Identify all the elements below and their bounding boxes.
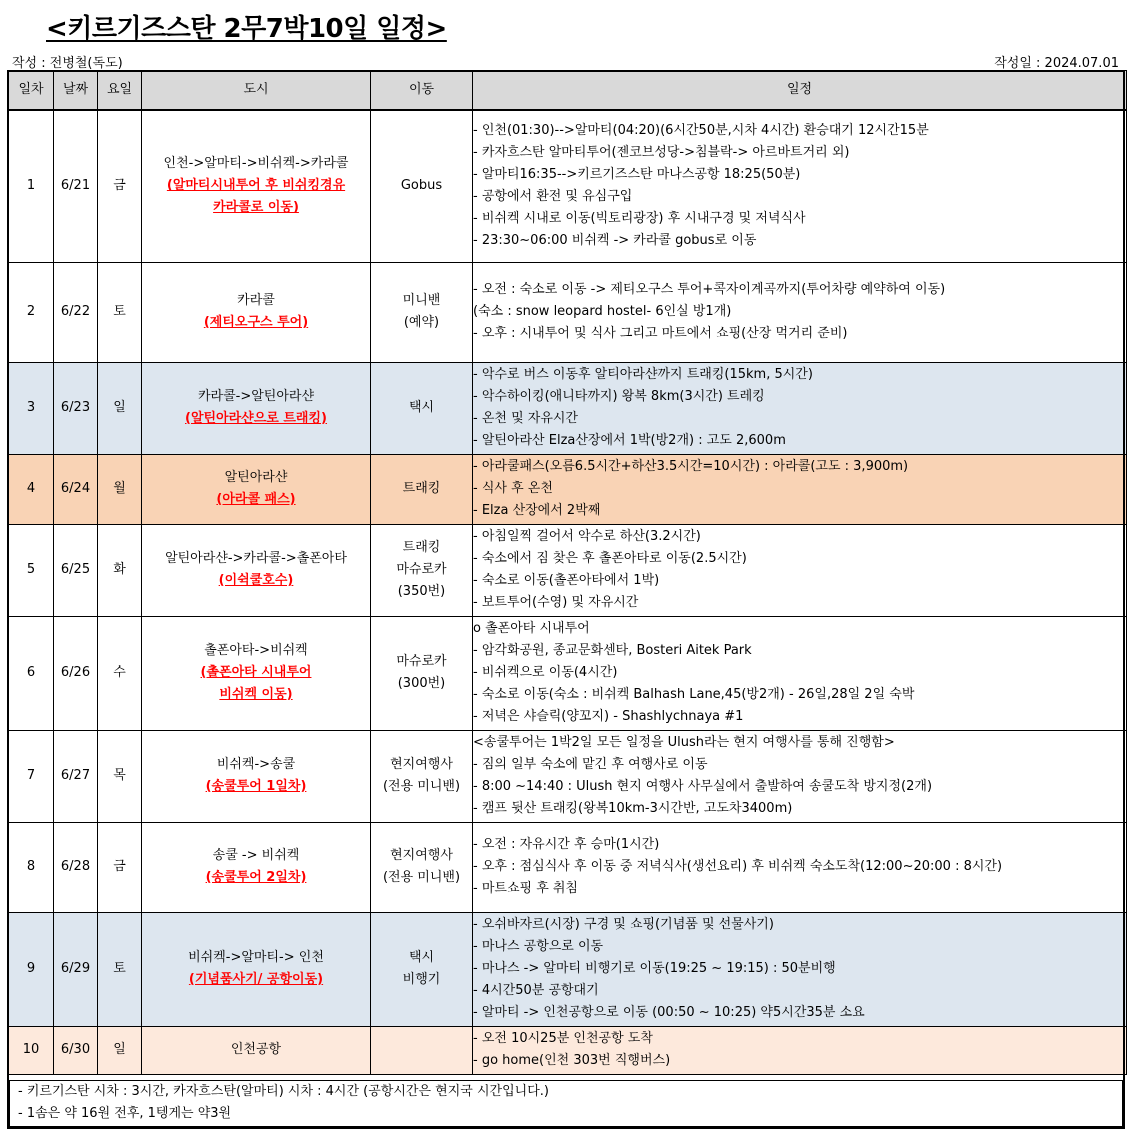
date-cell: [54, 454, 98, 524]
date-value: 6/23: [60, 400, 91, 415]
city-route: 알틴아라샨->카라콜->촐폰아타: [165, 551, 347, 566]
schedule-line: - 알마티16:35-->키르기즈스탄 마나스공항 18:25(50분): [473, 167, 801, 183]
schedule-line: - 비쉬켁으로 이동(4시간): [473, 665, 618, 680]
city-cell: [142, 616, 371, 730]
city-cell: [142, 730, 371, 822]
city-highlight-note: (송쿨투어 1일차): [205, 779, 307, 794]
weekday-value: 화: [113, 562, 126, 577]
weekday-value: 일: [113, 400, 126, 415]
date-cell: [54, 822, 98, 912]
city-highlight-note: 비쉬켁 이동): [219, 687, 293, 702]
transport-cell: [371, 1026, 473, 1074]
schedule-line: - 23:30~06:00 비쉬켁 -> 카라콜 gobus로 이동: [473, 233, 757, 249]
schedule-line: - 짐의 일부 숙소에 맡긴 후 여행사로 이동: [473, 757, 708, 772]
day-cell: [9, 730, 54, 822]
day-cell: [9, 1026, 54, 1074]
schedule-line: - 8:00 ~14:40 : Ulush 현지 여행사 사무실에서 출발하여 송쿨도착 방지정(2개): [473, 779, 933, 794]
schedule-line: - 캠프 뒷산 트래킹(왕복10km-3시간반, 고도차3400m): [473, 801, 793, 816]
schedule-cell: [473, 454, 1127, 524]
weekday-cell: [98, 110, 142, 262]
transport-cell: [371, 362, 473, 454]
day-number: 1: [26, 178, 36, 194]
day-number: 7: [26, 768, 36, 783]
schedule-line: - 마트쇼핑 후 취침: [473, 881, 578, 896]
city-highlight-note: (기념품사기/ 공항이동): [188, 972, 324, 987]
date-value: 6/24: [60, 481, 91, 496]
city-highlight-note: (이쉭쿨호수): [218, 573, 294, 588]
city-route: 송쿨 -> 비쉬켁: [212, 848, 300, 863]
footer-note: - 1솜은 약 16원 전후, 1텡게는 약3원: [18, 1106, 232, 1121]
weekday-cell: [98, 730, 142, 822]
transport-line: 트래킹: [402, 540, 441, 555]
schedule-cell: [473, 616, 1127, 730]
schedule-line: - 마나스 -> 알마티 비행기로 이동(19:25 ~ 19:15) : 50분비행: [473, 961, 836, 976]
schedule-line: - 오후 : 점심식사 후 이동 중 저녁식사(생선요리) 후 비쉬켁 숙소도착(12:00~20:00 : 8시간): [473, 859, 1003, 874]
schedule-line: o 촐폰아타 시내투어: [473, 621, 590, 636]
day-cell: [9, 110, 54, 262]
schedule-line: - 숙소에서 짐 찾은 후 촐폰아타로 이동(2.5시간): [473, 551, 747, 566]
city-cell: [142, 1026, 371, 1074]
transport-line: (전용 미니밴): [382, 870, 461, 885]
schedule-cell: [473, 822, 1127, 912]
schedule-line: - 오전 10시25분 인천공항 도착: [473, 1031, 653, 1046]
transport-line: (예약): [403, 315, 440, 330]
schedule-cell: [473, 524, 1127, 616]
city-route: 인천공항: [230, 1042, 282, 1057]
transport-line: 마슈로카: [396, 654, 447, 669]
city-highlight-note: (알마티시내투어 후 비쉬킹경유: [166, 178, 346, 194]
city-highlight-note: (송쿨투어 2일차): [205, 870, 307, 885]
date-cell: [54, 616, 98, 730]
table-row: [9, 822, 1127, 912]
schedule-line: - 오전 : 자유시간 후 승마(1시간): [473, 837, 660, 852]
transport-line: 트래킹: [402, 481, 441, 496]
city-cell: [142, 524, 371, 616]
day-cell: [9, 524, 54, 616]
schedule-cell: [473, 1026, 1127, 1074]
transport-line: 현지여행사: [390, 757, 453, 772]
date-value: 6/26: [60, 665, 91, 680]
transport-cell: [371, 454, 473, 524]
schedule-line: - 인천(01:30)-->알마티(04:20)(6시간50분,시차 4시간) 환승대기 12시간15분: [473, 123, 929, 139]
transport-cell: [371, 730, 473, 822]
header-date: 날짜: [54, 71, 98, 111]
transport-line: 택시: [408, 400, 435, 415]
day-number: 5: [26, 562, 36, 577]
schedule-line: - 4시간50분 공항대기: [473, 983, 599, 998]
header-weekday: 요일: [98, 71, 142, 111]
transport-line: 미니밴: [402, 293, 441, 308]
schedule-line: <송쿨투어는 1박2일 모든 일정을 Ulush라는 현지 여행사를 통해 진행함>: [473, 735, 895, 750]
weekday-cell: [98, 912, 142, 1026]
schedule-line: - 알틴아라산 Elza산장에서 1박(방2개) : 고도 2,600m: [473, 433, 786, 448]
schedule-cell: [473, 362, 1127, 454]
schedule-line: - 카자흐스탄 알마티투어(젠코브성당->침블락-> 아르바트거리 외): [473, 145, 850, 161]
footer-notes: [8, 1080, 1124, 1128]
date-value: 6/29: [60, 961, 91, 976]
day-number: 9: [26, 961, 36, 976]
author-label: 작성 : 전병철(독도): [12, 56, 123, 71]
day-number: 6: [26, 665, 36, 680]
transport-cell: [371, 262, 473, 362]
schedule-line: - 온천 및 자유시간: [473, 411, 578, 426]
day-number: 2: [26, 304, 36, 319]
day-cell: [9, 262, 54, 362]
table-row: [9, 262, 1127, 362]
schedule-line: - 악수로 버스 이동후 알티아라샨까지 트래킹(15km, 5시간): [473, 367, 813, 382]
weekday-value: 금: [113, 859, 126, 874]
date-cell: [54, 110, 98, 262]
city-route: 카라콜: [237, 293, 275, 308]
weekday-cell: [98, 454, 142, 524]
date-cell: [54, 362, 98, 454]
city-cell: [142, 110, 371, 262]
transport-line: (전용 미니밴): [382, 779, 461, 794]
transport-line: Gobus: [400, 178, 443, 194]
schedule-line: - 아침일찍 걸어서 악수로 하산(3.2시간): [473, 529, 701, 544]
city-highlight-note: (알틴아라샨으로 트래킹): [185, 411, 327, 426]
weekday-value: 목: [113, 768, 126, 783]
weekday-value: 일: [113, 1042, 126, 1057]
schedule-line: - Elza 산장에서 2박째: [473, 503, 601, 518]
schedule-line: - 저녁은 샤슬릭(양꼬지) - Shashlychnaya #1: [473, 709, 744, 724]
header-schedule: 일정: [473, 71, 1127, 111]
schedule-line: - 오쉬바자르(시장) 구경 및 쇼핑(기념품 및 선물사기): [473, 917, 774, 932]
schedule-line: - 보트투어(수영) 및 자유시간: [473, 595, 639, 610]
day-cell: [9, 454, 54, 524]
schedule-line: - 마나스 공항으로 이동: [473, 939, 604, 954]
transport-cell: [371, 524, 473, 616]
day-cell: [9, 822, 54, 912]
weekday-cell: [98, 616, 142, 730]
city-cell: [142, 454, 371, 524]
weekday-cell: [98, 262, 142, 362]
weekday-cell: [98, 362, 142, 454]
city-cell: [142, 362, 371, 454]
schedule-line: - 숙소로 이동(촐폰아타에서 1박): [473, 573, 660, 588]
day-cell: [9, 616, 54, 730]
schedule-cell: [473, 110, 1127, 262]
city-route: 비쉬켁->알마티-> 인천: [188, 950, 324, 965]
schedule-line: - 오전 : 숙소로 이동 -> 제티오구스 투어+콕자이계곡까지(투어차량 예약하여 이동): [473, 282, 946, 297]
table-row: [9, 362, 1127, 454]
date-written-label: 작성일 : 2024.07.01: [994, 56, 1119, 71]
date-cell: [54, 730, 98, 822]
table-row: [9, 110, 1127, 262]
day-cell: [9, 912, 54, 1026]
date-value: 6/25: [60, 562, 91, 577]
weekday-value: 금: [113, 178, 126, 194]
city-route: 알틴아라샨: [224, 470, 288, 485]
date-value: 6/28: [60, 859, 91, 874]
header-day: 일차: [9, 71, 54, 111]
date-value: 6/22: [60, 304, 91, 319]
table-row: [9, 730, 1127, 822]
transport-cell: [371, 616, 473, 730]
city-route: 인천->알마티->비쉬켁->카라콜: [163, 156, 349, 172]
city-route: 비쉬켁->송쿨: [216, 757, 296, 772]
footer-note: - 키르기스탄 시차 : 3시간, 카자흐스탄(알마티) 시차 : 4시간 (공항시간은 현지국 시간입니다.): [18, 1084, 549, 1099]
schedule-cell: [473, 730, 1127, 822]
day-number: 10: [22, 1042, 40, 1057]
city-highlight-note: (촐폰아타 시내투어: [200, 665, 312, 680]
table-row: [9, 912, 1127, 1026]
schedule-line: (숙소 : snow leopard hostel- 6인실 방1개): [473, 304, 732, 319]
day-number: 3: [26, 400, 36, 415]
header-city: 도시: [142, 71, 371, 111]
schedule-line: - 아라쿨패스(오름6.5시간+하산3.5시간=10시간) : 아라콜(고도 : 3,900m): [473, 459, 909, 474]
table-row: [9, 616, 1127, 730]
transport-line: 현지여행사: [390, 848, 453, 863]
city-route: 카라콜->알틴아라샨: [197, 389, 315, 404]
weekday-value: 토: [113, 304, 126, 319]
city-highlight-note: (제티오구스 투어): [203, 315, 309, 330]
table-row: [9, 454, 1127, 524]
schedule-table: [8, 70, 1127, 1075]
header-transport: 이동: [371, 71, 473, 111]
schedule-line: - 비쉬켁 시내로 이동(빅토리광장) 후 시내구경 및 저녁식사: [473, 211, 806, 227]
weekday-value: 토: [113, 961, 126, 976]
schedule-line: - 식사 후 온천: [473, 481, 553, 496]
schedule-line: - 암각화공원, 종교문화센타, Bosteri Aitek Park: [473, 643, 752, 658]
city-cell: [142, 822, 371, 912]
weekday-cell: [98, 822, 142, 912]
schedule-cell: [473, 912, 1127, 1026]
city-highlight-note: 카라콜로 이동): [213, 200, 299, 216]
date-value: 6/30: [60, 1042, 91, 1057]
schedule-line: - go home(인천 303번 직행버스): [473, 1053, 671, 1068]
transport-line: 마슈로카: [396, 562, 447, 577]
transport-line: 비행기: [402, 972, 441, 987]
schedule-line: - 숙소로 이동(숙소 : 비쉬켁 Balhash Lane,45(방2개) - 26일,28일 2일 숙박: [473, 687, 915, 702]
day-cell: [9, 362, 54, 454]
schedule-line: - 공항에서 환전 및 유심구입: [473, 189, 633, 205]
transport-line: (350번): [397, 584, 446, 599]
page-title: <키르기즈스탄 2무7박10일 일정>: [46, 14, 447, 44]
weekday-cell: [98, 524, 142, 616]
day-number: 8: [26, 859, 36, 874]
city-cell: [142, 912, 371, 1026]
transport-cell: [371, 822, 473, 912]
day-number: 4: [26, 481, 36, 496]
city-route: 촐폰아타->비쉬켁: [204, 643, 308, 658]
date-cell: [54, 524, 98, 616]
table-row: [9, 1026, 1127, 1074]
schedule-line: - 악수하이킹(애니타까지) 왕복 8km(3시간) 트레킹: [473, 389, 765, 404]
weekday-cell: [98, 1026, 142, 1074]
city-highlight-note: (아라콜 패스): [216, 492, 296, 507]
date-cell: [54, 912, 98, 1026]
date-value: 6/27: [60, 768, 91, 783]
transport-cell: [371, 912, 473, 1026]
city-cell: [142, 262, 371, 362]
weekday-value: 월: [113, 481, 126, 496]
table-header-row: [9, 71, 1127, 111]
schedule-line: - 알마티 -> 인천공항으로 이동 (00:50 ~ 10:25) 약5시간35분 소요: [473, 1005, 865, 1020]
transport-cell: [371, 110, 473, 262]
weekday-value: 수: [113, 665, 126, 680]
date-cell: [54, 1026, 98, 1074]
date-value: 6/21: [60, 178, 91, 194]
schedule-line: - 오후 : 시내투어 및 식사 그리고 마트에서 쇼핑(산장 먹거리 준비): [473, 326, 848, 341]
transport-line: (300번): [397, 676, 446, 691]
schedule-cell: [473, 262, 1127, 362]
date-cell: [54, 262, 98, 362]
transport-line: 택시: [408, 950, 435, 965]
table-row: [9, 524, 1127, 616]
